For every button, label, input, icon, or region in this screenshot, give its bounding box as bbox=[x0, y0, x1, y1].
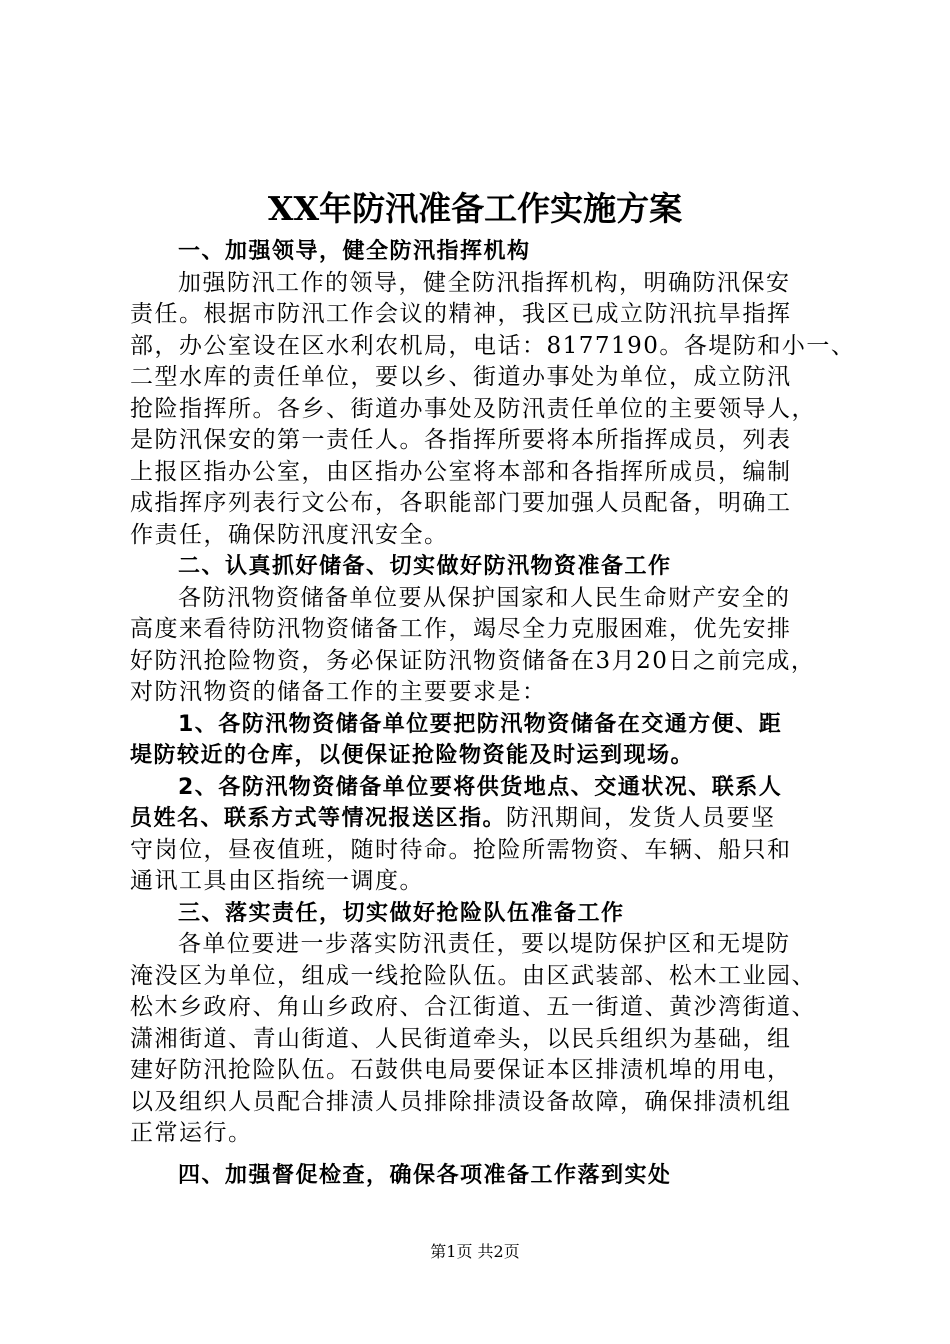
paragraph-line: 通讯工具由区指统一调度。 bbox=[130, 868, 424, 894]
paragraph-line: 好防汛抢险物资，务必保证防汛物资储备在3月20日之前完成， bbox=[130, 647, 816, 674]
paragraph-line: 是防汛保安的第一责任人。各指挥所要将本所指挥成员，列表 bbox=[130, 427, 792, 453]
paragraph-line: 作责任，确保防汛度汛安全。 bbox=[130, 521, 449, 548]
plain-segment: 防汛期间，发货人员要坚 bbox=[506, 805, 776, 831]
paragraph-line: 1、各防汛物资储备单位要把防汛物资储备在交通方便、距 bbox=[178, 711, 783, 737]
paragraph-line: 淹没区为单位，组成一线抢险队伍。由区武装部、松木工业园、 bbox=[130, 962, 816, 989]
paragraph-line: 对防汛物资的储备工作的主要要求是： bbox=[130, 679, 547, 705]
paragraph-line bbox=[130, 803, 830, 835]
paragraph-line: 成指挥序列表行文公布，各职能部门要加强人员配备，明确工 bbox=[130, 490, 792, 516]
paragraph-line: 部，办公室设在区水利农机局，电话：8177190。各堤防和小一、 bbox=[130, 332, 856, 359]
section-heading: 二、认真抓好储备、切实做好防汛物资准备工作 bbox=[178, 554, 672, 579]
section-heading: 四、加强督促检查，确保各项准备工作落到实处 bbox=[178, 1162, 672, 1188]
document-title: XX年防汛准备工作实施方案 bbox=[267, 189, 683, 228]
paragraph-line: 堤防较近的仓库，以便保证抢险物资能及时运到现场。 bbox=[130, 743, 695, 768]
paragraph-line: 建好防汛抢险队伍。石鼓供电局要保证本区排渍机埠的用电， bbox=[130, 1057, 792, 1083]
document-body bbox=[130, 236, 856, 1191]
paragraph-line: 各防汛物资储备单位要从保护国家和人民生命财产安全的 bbox=[178, 584, 791, 611]
paragraph-line: 高度来看待防汛物资储备工作，竭尽全力克服困难，优先安排 bbox=[130, 616, 792, 642]
paragraph-line: 2、各防汛物资储备单位要将供货地点、交通状况、联系人 bbox=[178, 774, 783, 800]
paragraph-line: 守岗位，昼夜值班，随时待命。抢险所需物资、车辆、船只和 bbox=[130, 836, 792, 863]
paragraph-line: 二型水库的责任单位，要以乡、街道办事处为单位，成立防汛 bbox=[130, 364, 792, 390]
section-heading: 三、落实责任，切实做好抢险队伍准备工作 bbox=[178, 900, 625, 926]
paragraph-line: 加强防汛工作的领导，健全防汛指挥机构，明确防汛保安 bbox=[178, 269, 791, 296]
paragraph-line: 潇湘街道、青山街道、人民街道牵头，以民兵组织为基础，组 bbox=[130, 1025, 792, 1052]
paragraph-line: 正常运行。 bbox=[130, 1120, 253, 1146]
page-footer: 第1页 共2页 bbox=[430, 1242, 520, 1261]
paragraph-line: 松木乡政府、角山乡政府、合江街道、五一街道、黄沙湾街道、 bbox=[130, 994, 816, 1020]
paragraph-line: 上报区指办公室，由区指办公室将本部和各指挥所成员，编制 bbox=[130, 458, 792, 485]
section-heading: 一、加强领导，健全防汛指挥机构 bbox=[178, 239, 531, 264]
paragraph-line: 各单位要进一步落实防汛责任，要以堤防保护区和无堤防 bbox=[178, 931, 791, 957]
paragraph-line: 抢险指挥所。各乡、街道办事处及防汛责任单位的主要领导人， bbox=[130, 395, 816, 422]
paragraph-line: 以及组织人员配合排渍人员排除排渍设备故障，确保排渍机组 bbox=[130, 1088, 792, 1115]
bold-segment: 员姓名、联系方式等情况报送区指。 bbox=[130, 806, 507, 831]
paragraph-line: 责任。根据市防汛工作会议的精神，我区已成立防汛抗旱指挥 bbox=[130, 301, 792, 327]
